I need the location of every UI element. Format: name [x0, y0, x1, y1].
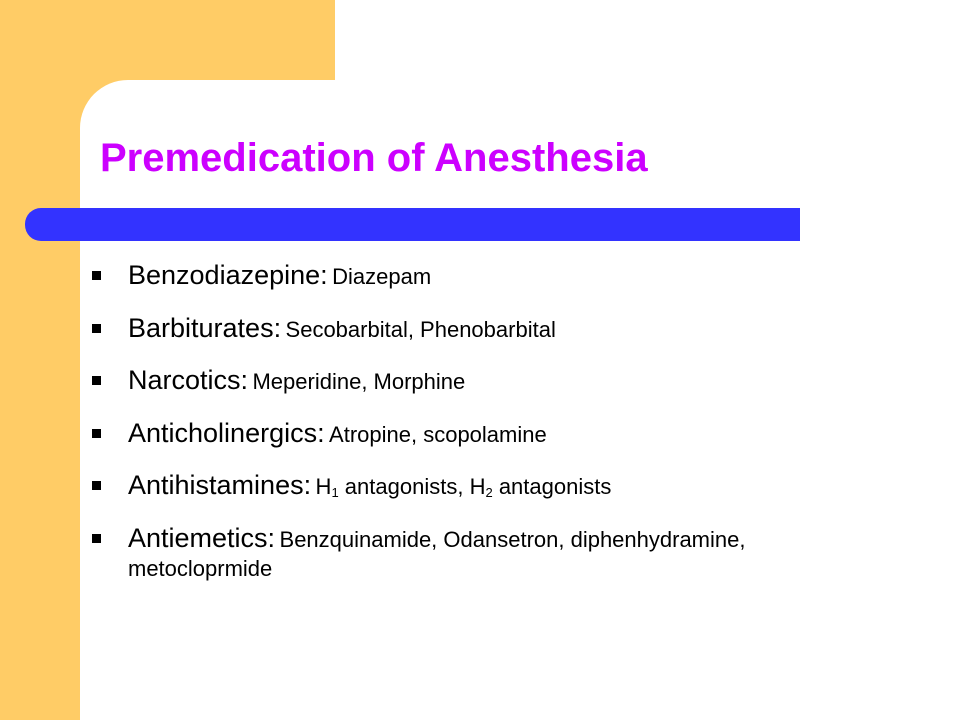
title-underline-bar	[25, 208, 800, 241]
square-bullet-icon	[92, 481, 101, 490]
bullet-item-antiemetics	[90, 521, 850, 584]
bullet-detail: Benzquinamide, Odansetron, diphenhydramine, metocloprmide	[128, 526, 746, 582]
bullet-term: Anticholinergics:	[128, 417, 325, 448]
bullet-item-anticholinergics	[90, 416, 850, 451]
h2-subscript: 2	[485, 485, 493, 501]
bullet-item-antihistamines	[90, 468, 850, 503]
h2-rest: antagonists	[498, 474, 612, 500]
bullet-term: Narcotics:	[128, 365, 249, 396]
bullet-term: Barbiturates:	[128, 312, 282, 343]
bullet-item-benzodiazepine	[90, 258, 850, 293]
bullet-item-barbiturates	[90, 311, 850, 346]
square-bullet-icon	[92, 429, 101, 438]
bullet-detail: Atropine, scopolamine	[329, 421, 547, 447]
h1-subscript: 1	[331, 485, 339, 501]
bullet-list	[90, 258, 850, 601]
square-bullet-icon	[92, 324, 101, 333]
bullet-term: Antihistamines:	[128, 470, 312, 501]
h2-base: H	[469, 474, 486, 500]
square-bullet-icon	[92, 271, 101, 280]
bullet-term: Benzodiazepine:	[128, 260, 328, 290]
bullet-item-narcotics	[90, 363, 850, 398]
h1-base: H	[315, 474, 332, 500]
square-bullet-icon	[92, 534, 101, 543]
bullet-detail	[316, 474, 612, 499]
bullet-detail: Secobarbital, Phenobarbital	[285, 316, 556, 342]
slide-title: Premedication of Anesthesia	[100, 136, 648, 180]
bullet-term: Antiemetics:	[128, 522, 276, 553]
h1-rest: antagonists,	[344, 474, 464, 500]
bullet-detail: Meperidine, Morphine	[252, 369, 466, 395]
bullet-detail: Diazepam	[332, 264, 432, 289]
square-bullet-icon	[92, 376, 101, 385]
